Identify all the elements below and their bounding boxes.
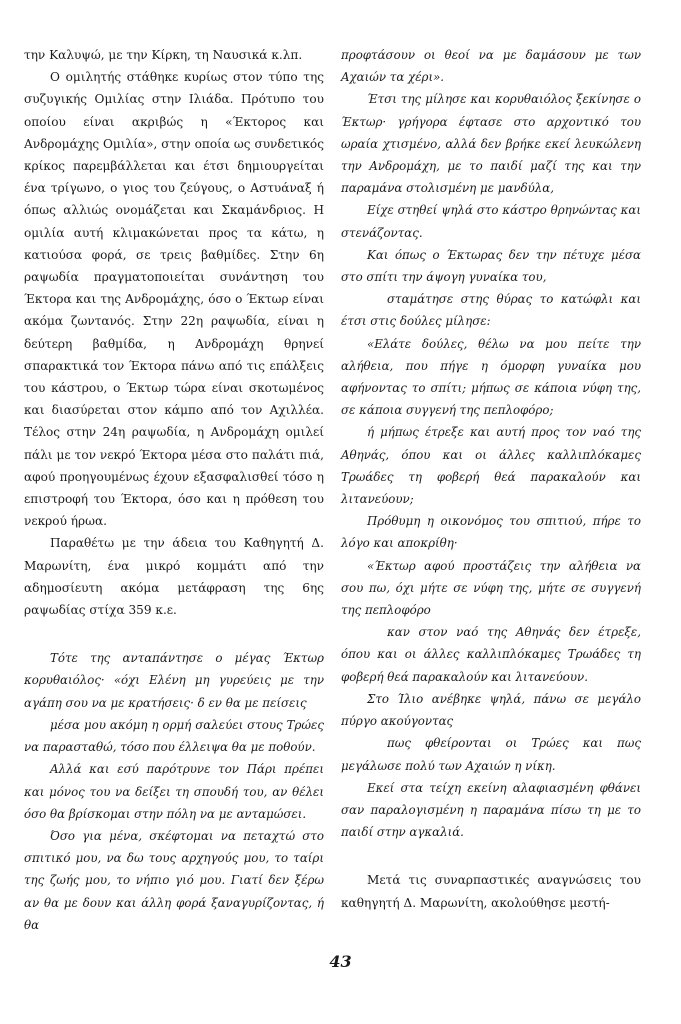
translation-verse: Είχε στηθεί ψηλά στο κάστρο θρηνώντας και στενάζοντας. <box>341 203 641 240</box>
translation-verse: Πρόθυμη η οικονόμος του σπιτιού, πήρε το λόγο και αποκρίθη· <box>341 514 641 551</box>
paragraph: Παραθέτω με την άδεια του Καθηγητή Δ. Μαρωνίτη, ένα μικρό κομμάτι από την αδημοσίευτη ακόμα μετάφραση της 6ης ραψωδίας στίχα 359 κ.ε. <box>24 536 324 618</box>
right-column <box>341 44 641 914</box>
translation-verse: «Έκτωρ αφού προστάζεις την αλήθεια να σου πω, όχι μήτε σε νύφη της, μήτε σε συγγενή της πεπλοφόρο <box>341 558 641 618</box>
translation-verse: Έτσι της μίλησε και κορυθαιόλος ξεκίνησε ο Έκτωρ· γρήγορα έφτασε στο αρχοντικό του ωραία χτισμένο, αλλά δεν βρήκε εκεί λευκώλενη την Ανδρομάχη, με το παιδί μαζί της και την παραμάνα στολισμένη με μανδύλα, <box>341 92 641 196</box>
translation-verse: Και όπως ο Έκτωρας δεν την πέτυχε μέσα στο σπίτι την άψογη γυναίκα του, <box>341 247 641 285</box>
paragraph: Μετά τις συναρπαστικές αναγνώσεις του καθηγητή Δ. Μαρωνίτη, ακολούθησε μεστή- <box>341 873 641 910</box>
paragraph: την Καλυψώ, με την Κίρκη, τη Ναυσικά κ.λπ. <box>24 48 303 62</box>
translation-verse: Στο Ίλιο ανέβηκε ψηλά, πάνω σε μεγάλο πύργο ακούγοντας <box>341 691 641 729</box>
translation-verse: Αλλά και εσύ παρότρυνε τον Πάρι πρέπει και μόνος του να δείξει τη σπουδή του, αν θέλει όσο θα βρίσκομαι στην πόλη να με ανταμώσει. <box>24 762 324 821</box>
left-column <box>24 44 324 936</box>
translation-verse: προφτάσουν οι θεοί να με δαμάσουν με των Αχαιών τα χέρι». <box>341 48 641 85</box>
translation-verse: Όσο για μένα, σκέφτομαι να πεταχτώ στο σπιτικό μου, να δω τους αρχηγούς μου, το ταίρι της ζωής μου, το νήπιο γιό μου. Γιατί δεν ξέρω αν θα με δουν και άλλη φορά ξαναγυρίζοντας, ή θα <box>24 828 324 932</box>
page-number: 43 <box>329 952 352 971</box>
paragraph: Ο ομιλητής στάθηκε κυρίως στον τύπο της συζυγικής Ομιλίας στην Ιλιάδα. Πρότυπο του οποίου είναι ακριβώς η «Έκτορος και Ανδρομάχης Ομιλία», στην οποία ως συνδετικός κρίκος παρεμβάλλεται και έτσι δημιουργείται ένα τρίγωνο, ο γιος του ζεύγους, ο Αστυάναξ ή όπως αλλιώς ονομάζεται και Σκαμάνδριος. Η ομιλία αυτή κλιμακώνεται προς τα κάτω, η κατιούσα φορά, σε τρεις βαθμίδες. Στην 6η ραψωδία πραγματοποιείται συνάντηση του Έκτορα και της Ανδρομάχης, όσο ο Έκτωρ είναι ακόμα ζωντανός. Στην 22η ραψωδία, είναι η δεύτερη βαθμίδα, η Ανδρομάχη θρηνεί σπαρακτικά τον Έκτορα πάνω από τις επάλξεις του κάστρου, ο Έκτωρ τώρα είναι σκοτωμένος και διασύρεται στον κάμπο από τον Αχιλλέα. Τέλος στην 24η ραψωδία, η Ανδρομάχη ομιλεί πάλι με τον νεκρό Έκτορα μέσα στο παλάτι πιά, αφού προηγουμένως έχουν εξασφαλισθεί τόσο η επιστροφή του Έκτορα, όσο και η πρόθεση του νεκρού ήρωα. <box>24 70 324 529</box>
translation-verse: πως φθείρονται οι Τρώες και πως μεγάλωσε πολύ των Αχαιών η νίκη. <box>341 736 641 773</box>
translation-verse: ή μήπως έτρεξε και αυτή προς τον ναό της Αθηνάς, όπου και οι άλλες καλλιπλόκαμες Τρωάδες τη φοβερή θεά παρακαλούν και λιτανεύουν; <box>341 425 641 507</box>
translation-verse: «Ελάτε δούλες, θέλω να μου πείτε την αλήθεια, που πήγε η όμορφη γυναίκα μου αφήνοντας το σπίτι; μήπως σε κάποια νύφη της, σε κάποια συγγενή της πεπλοφόρο; <box>341 336 641 418</box>
translation-verse: καν στον ναό της Αθηνάς δεν έτρεξε, όπου και οι άλλες καλλιπλόκαμες Τρωάδες τη φοβερή θεά παρακαλούν και λιτανεύουν. <box>341 625 641 684</box>
translation-verse: μέσα μου ακόμη η ορμή σαλεύει στους Τρώες να παρασταθώ, τόσο που έλλειψα θα με ποθούν. <box>24 717 324 755</box>
translation-verse: Τότε της ανταπάντησε ο μέγας Έκτωρ κορυθαιόλος· «όχι Ελένη μη γυρεύεις με την αγάπη σου να με κρατήσεις· δ εν θα με πείσεις <box>24 651 324 710</box>
translation-verse: σταμάτησε στης θύρας το κατώφλι και έτσι στις δούλες μίλησε: <box>341 292 641 329</box>
translation-verse: Εκεί στα τείχη εκείνη αλαφιασμένη φθάνει σαν παραλογισμένη η παραμάνα πίσω τη με το παιδί στην αγκαλιά. <box>341 780 641 840</box>
